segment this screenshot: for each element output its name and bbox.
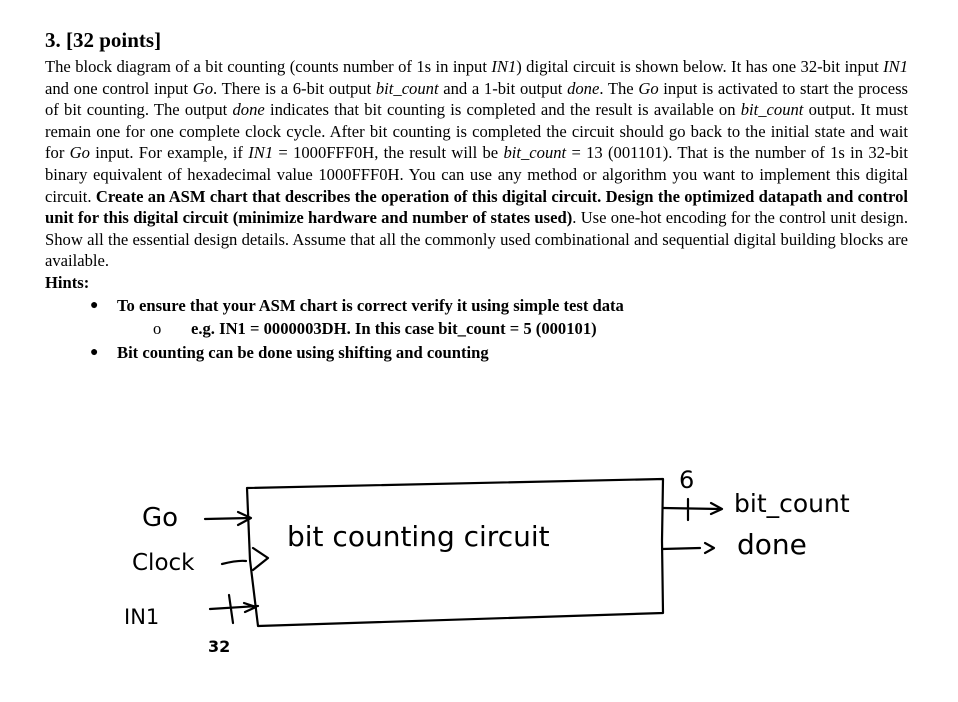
bit-count-width-label: 6 xyxy=(679,466,695,494)
problem-section xyxy=(45,28,908,364)
description-run: done xyxy=(567,78,600,98)
description-run: Go xyxy=(69,143,90,163)
description-run: . There is a 6-bit output xyxy=(213,78,376,98)
hollow-bullet-icon: o xyxy=(153,319,162,339)
description-run: bit_count xyxy=(375,78,439,98)
bullet-icon: ● xyxy=(90,344,99,360)
bullet-icon: ● xyxy=(90,297,99,313)
hint-item xyxy=(45,294,908,318)
done-output-label: done xyxy=(737,528,807,561)
bit-count-output-label: bit_count xyxy=(734,489,850,518)
block-label: bit counting circuit xyxy=(287,520,550,553)
problem-description xyxy=(45,56,908,272)
hint-item xyxy=(45,317,908,341)
description-run: input. For example, if xyxy=(89,143,249,163)
go-input-arrow xyxy=(205,512,251,525)
description-run: Go xyxy=(192,78,214,98)
description-run: ) digital circuit is shown below. It has one 32-bit input xyxy=(516,57,884,76)
description-run: done xyxy=(232,100,265,120)
description-run: indicates that bit counting is completed and the result is available on xyxy=(264,100,741,120)
description-run: output. It must remain one for one complete clock cycle. After bit counting is completed the circuit should go back to the initial state and wait for xyxy=(45,100,908,163)
description-run: and one control input xyxy=(45,78,193,98)
bit-count-output-arrow xyxy=(663,499,722,520)
description-run: IN1 xyxy=(248,143,274,163)
description-run: = 1000FFF0H, the result will be xyxy=(273,143,504,163)
hints-label: Hints: xyxy=(45,272,90,292)
hint-text: e.g. IN1 = 0000003DH. In this case bit_count = 5 (000101) xyxy=(191,319,597,339)
in1-input-label: IN1 xyxy=(124,605,160,629)
clock-input-arrow xyxy=(222,548,268,570)
block-diagram xyxy=(0,430,958,702)
problem-heading: 3. [32 points] xyxy=(45,28,162,52)
done-output-arrow xyxy=(662,543,714,553)
hint-item xyxy=(45,341,908,365)
description-run: IN1 xyxy=(883,57,908,76)
description-run: bit_count xyxy=(503,143,567,163)
clock-input-label: Clock xyxy=(132,550,195,576)
description-run: = 13 (001101). That is the number of 1s in 32-bit binary equivalent of hexadecimal value 1000FFF0H. You can use any method or algorithm you want to implement this digital circuit. xyxy=(45,143,909,206)
description-run: IN1 xyxy=(491,57,517,76)
description-run: Go xyxy=(638,78,659,98)
description-run: and a 1-bit output xyxy=(438,78,568,98)
description-run: Create an ASM chart that describes the operation of this digital circuit. Design the optimized datapath and control unit for this digital circuit (minimize hardware and number of states used) xyxy=(45,186,909,228)
hint-text: Bit counting can be done using shifting and counting xyxy=(117,342,489,362)
hint-text: To ensure that your ASM chart is correct verify it using simple test data xyxy=(117,295,624,315)
hints-list xyxy=(45,294,908,365)
in1-input-arrow xyxy=(210,595,258,623)
description-run: bit_count xyxy=(740,100,804,120)
description-run: . The xyxy=(599,78,639,98)
description-run: . Use one-hot encoding for the control unit design. Show all the essential design details. Assume that all the commonly used combinational and sequential digital building blocks are available. xyxy=(45,208,908,271)
description-run: The block diagram of a bit counting (counts number of 1s in input xyxy=(45,57,492,76)
in1-width-label: 32 xyxy=(208,637,231,656)
description-run: input is activated to start the process of bit counting. The output xyxy=(45,78,908,120)
go-input-label: Go xyxy=(142,503,179,533)
